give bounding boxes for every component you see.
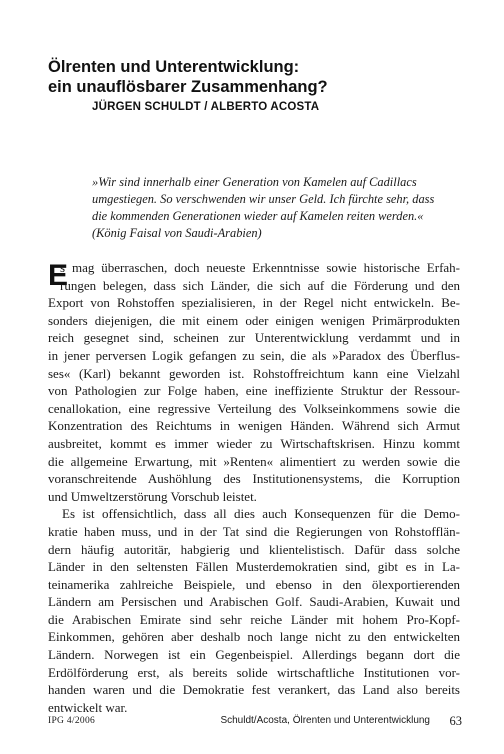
body-line: Länder in den seltensten Fällen Musterdemokratien sind, gibt es in La- (48, 559, 460, 575)
article-title (48, 57, 468, 97)
body-line: in jener perversen Logik gefangen zu sein, die als »Paradox des Überflus- (48, 347, 460, 363)
body-line: Erdölförderung erst, als bereits solide wirtschaftliche Institutionen vor- (48, 664, 460, 680)
article-authors: JÜRGEN SCHULDT / ALBERTO ACOSTA (92, 101, 320, 113)
body-line: ses« (Karl) bekannt geworden ist. Rohstoffreichtum kann eine Vielzahl (48, 365, 460, 381)
body-line: reich gesegnet sind, scheinen zur Unterentwicklung verdammt und in (48, 330, 460, 346)
body-line: entwickelt war. (48, 699, 128, 715)
body-line: Es ist offensichtlich, dass all dies auch Konsequenzen für die Demo- (62, 506, 460, 522)
article-title-line-1: Ölrenten und Unterentwicklung: (48, 58, 300, 76)
body-line: kratie haben muss, und in der Tat sind die Regierungen von Rohstofflän- (48, 523, 460, 539)
body-line: cenallokation, eine regressive Verteilung des Volkseinkommens sowie die (48, 400, 460, 416)
body-line: handen waren und die Demokratie fest verankert, das Land also bereits (48, 682, 460, 698)
page-footer (48, 715, 462, 729)
running-head: Schuldt/Acosta, Ölrenten und Unterentwicklung (220, 715, 430, 726)
body-line: s mag überraschen, doch neueste Erkenntnisse sowie historische Erfah- (60, 260, 460, 275)
article-title-line-2: ein unauflösbarer Zusammenhang? (48, 78, 328, 96)
body-line: Export von Rohstoffen spezialisieren, in der Regel nicht entwickeln. Be- (48, 295, 460, 311)
epigraph-line: umgestiegen. So verschwenden wir unser Geld. Ich fürchte sehr, dass (92, 192, 435, 206)
body-line: Ländern. Norwegen ist ein Gegenbeispiel. Allerdings begann dort die (48, 647, 460, 663)
body-line: Einkommen, gehören aber deshalb noch lange nicht zu den entwickelten (48, 629, 460, 645)
body-line: die Arabischen Emirate sind sehr reiche Länder mit hohem Pro-Kopf- (48, 611, 460, 627)
body-line: die allgemeine Erwartung, mit »Renten« alimentiert zu werden sowie die (48, 453, 460, 469)
epigraph-attribution: (König Faisal von Saudi-Arabien) (92, 226, 262, 240)
body-line: teinamerika zahlreiche Beispiele, und ebenso in den ölexportierenden (48, 576, 460, 592)
paragraph-1 (48, 259, 460, 505)
body-line: sonders diejenigen, die mit einem oder einigen wenigen Primärprodukten (48, 312, 460, 328)
paragraph-2 (48, 505, 460, 716)
body-line: und Umweltzerstörung Vorschub leistet. (48, 488, 257, 504)
epigraph-line: die kommenden Generationen wieder auf Kamelen reiten werden.« (92, 209, 424, 223)
epigraph-quote (92, 174, 464, 242)
epigraph-line: »Wir sind innerhalb einer Generation von Kamelen auf Cadillacs (92, 175, 417, 189)
body-line: von Pathologien zur Folge haben, eine ineffiziente Struktur der Ressour- (48, 383, 460, 399)
page-number: 63 (449, 714, 462, 728)
body-line: voranschreitende Aushöhlung des Institutionensystems, die Korruption (48, 471, 460, 487)
body-line: dern häufig autoritär, habgierig und klientelistisch. Dafür dass solche (48, 541, 460, 557)
body-line: Ländern am Persischen und Arabischen Golf. Saudi-Arabien, Kuwait und (48, 594, 460, 610)
body-line: rungen belegen, dass sich Länder, die sich auf die Förderung und den (60, 277, 460, 293)
body-line: Konzentration des Reichtums in wenigen Händen. Während sich Armut (48, 418, 460, 434)
body-line: ausbreitet, kommt es immer wieder zu Wirtschaftskrisen. Hinzu kommt (48, 435, 460, 451)
article-body (48, 259, 460, 716)
drop-cap: E (48, 259, 69, 292)
journal-issue: IPG 4/2006 (48, 716, 96, 726)
